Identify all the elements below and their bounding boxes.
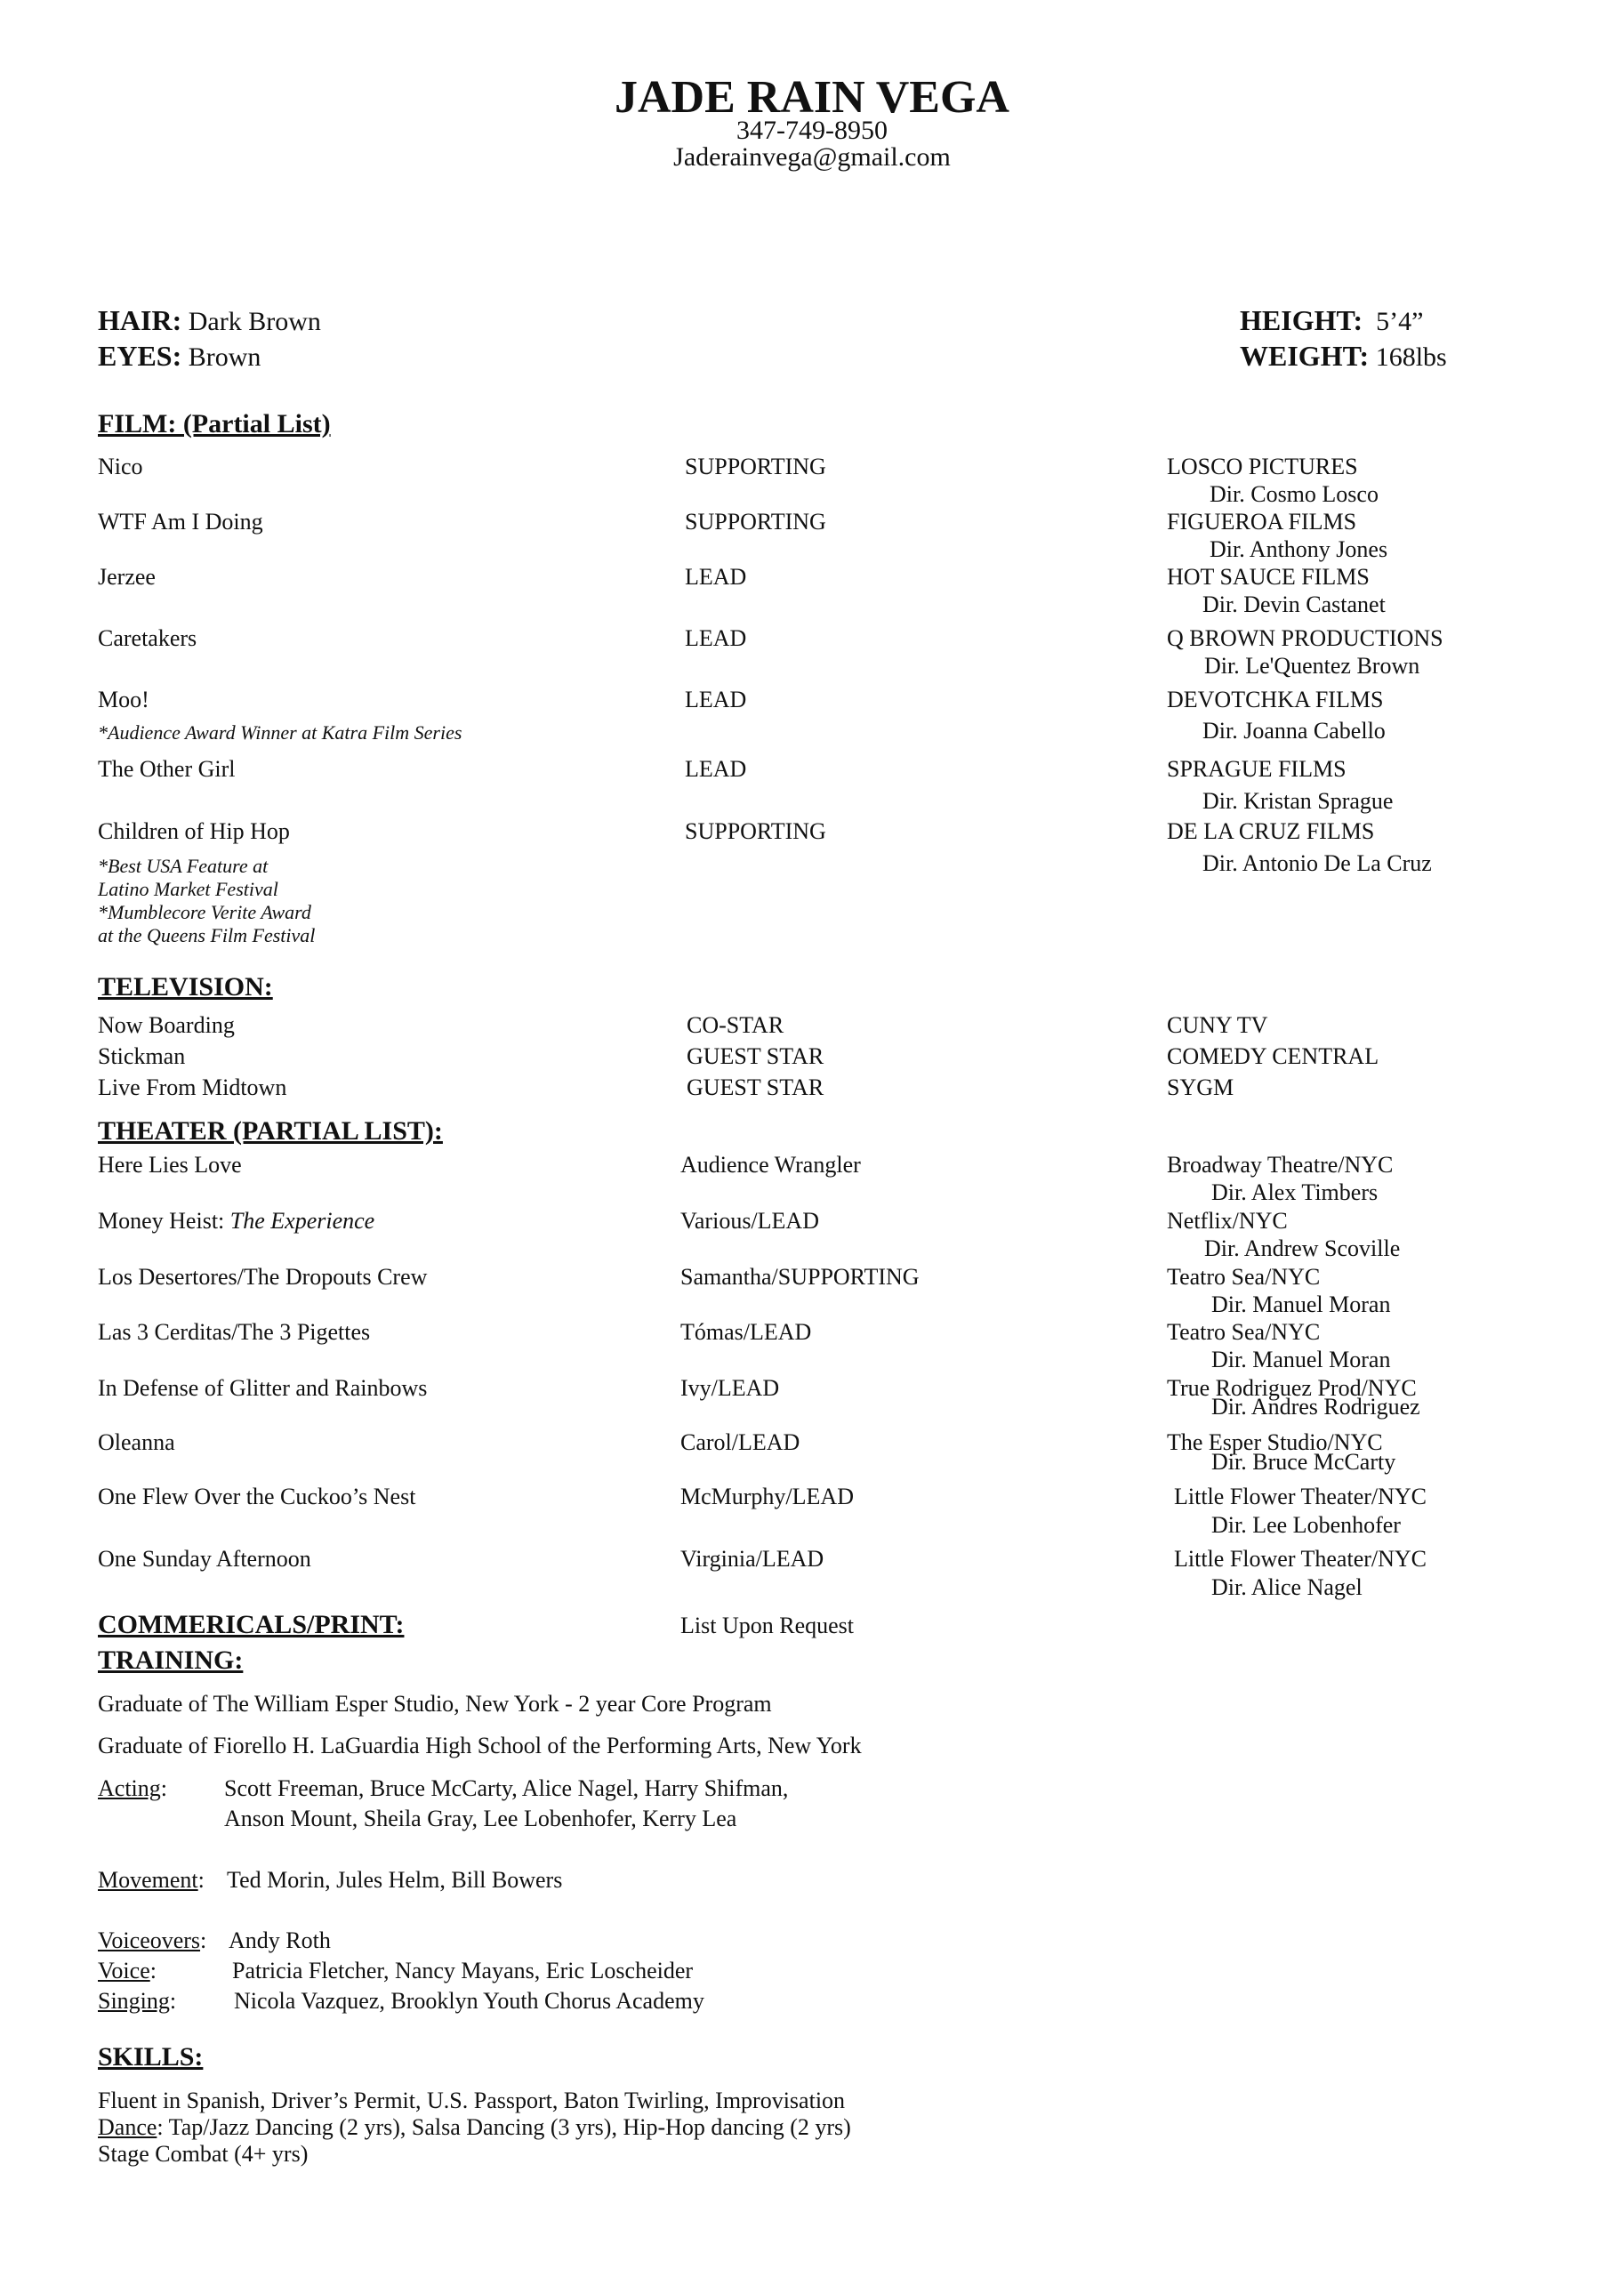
tv-title: Stickman <box>98 1043 186 1069</box>
hair-value: Dark Brown <box>188 307 321 336</box>
theater-title-text: One Flew Over the Cuckoo’s Nest <box>98 1484 416 1509</box>
film-title: Jerzee <box>98 564 156 590</box>
theater-director: Dir. Andrew Scoville <box>1204 1235 1401 1261</box>
singing-teachers: Nicola Vazquez, Brooklyn Youth Chorus Academy <box>234 1988 704 2014</box>
skills-line: Fluent in Spanish, Driver’s Permit, U.S. Passport, Baton Twirling, Improvisation <box>98 2088 846 2113</box>
theater-role: Carol/LEAD <box>680 1429 800 1455</box>
dance-label: Dance <box>98 2114 157 2140</box>
film-heading: FILM: (Partial List) <box>98 409 331 439</box>
theater-title <box>98 1319 370 1346</box>
theater-title <box>98 1264 427 1291</box>
film-director: Dir. Kristan Sprague <box>1202 788 1394 814</box>
film-company: HOT SAUCE FILMS <box>1167 564 1370 590</box>
email-address: Jaderainvega@gmail.com <box>673 142 951 172</box>
acting-teachers: Anson Mount, Sheila Gray, Lee Lobenhofer, Kerry Lea <box>224 1806 737 1831</box>
tv-network: CUNY TV <box>1167 1012 1268 1038</box>
skills-line: Stage Combat (4+ yrs) <box>98 2141 309 2167</box>
dance-text: : Tap/Jazz Dancing (2 yrs), Salsa Dancing (3 yrs), Hip-Hop dancing (2 yrs) <box>157 2114 851 2140</box>
training-line: Graduate of Fiorello H. LaGuardia High School of the Performing Arts, New York <box>98 1733 862 1758</box>
film-title: The Other Girl <box>98 756 236 782</box>
film-award-note: *Best USA Feature at <box>98 855 269 877</box>
eyes-label: EYES: <box>98 340 182 372</box>
film-director: Dir. Devin Castanet <box>1202 591 1386 617</box>
theater-title-text: Here Lies Love <box>98 1152 242 1178</box>
voice-teachers: Patricia Fletcher, Nancy Mayans, Eric Loscheider <box>232 1958 694 1983</box>
theater-title <box>98 1484 415 1510</box>
film-company: DEVOTCHKA FILMS <box>1167 687 1384 712</box>
hair-label: HAIR: <box>98 304 182 336</box>
film-award-note: Latino Market Festival <box>98 878 278 900</box>
training-heading: TRAINING: <box>98 1645 244 1675</box>
theater-title <box>98 1152 242 1179</box>
film-company: DE LA CRUZ FILMS <box>1167 818 1375 844</box>
theater-venue: Broadway Theatre/NYC <box>1167 1152 1394 1178</box>
theater-role: Tómas/LEAD <box>680 1319 812 1345</box>
film-role: LEAD <box>685 756 747 782</box>
resume-name: JADE RAIN VEGA <box>615 72 1009 123</box>
film-role: SUPPORTING <box>685 454 826 479</box>
eyes-stat <box>98 340 261 373</box>
film-role: SUPPORTING <box>685 818 826 844</box>
voiceovers-teachers: Andy Roth <box>229 1927 331 1953</box>
theater-venue: The Esper Studio/NYC <box>1167 1429 1383 1455</box>
theater-heading: THEATER (PARTIAL LIST): <box>98 1116 443 1146</box>
theater-title <box>98 1208 374 1235</box>
film-director: Dir. Anthony Jones <box>1210 536 1388 562</box>
theater-director: Dir. Lee Lobenhofer <box>1211 1512 1401 1538</box>
movement-label: Movement: <box>98 1867 205 1893</box>
hair-stat <box>98 304 321 337</box>
film-role: LEAD <box>685 625 747 651</box>
movement-label-text: Movement <box>98 1867 198 1893</box>
voice-label-text: Voice <box>98 1958 150 1983</box>
film-award-note: *Audience Award Winner at Katra Film Series <box>98 721 462 744</box>
film-company: Q BROWN PRODUCTIONS <box>1167 625 1443 651</box>
tv-role: CO-STAR <box>687 1012 784 1038</box>
tv-network: SYGM <box>1167 1074 1234 1100</box>
theater-director: Dir. Manuel Moran <box>1211 1291 1391 1317</box>
film-director: Dir. Antonio De La Cruz <box>1202 850 1432 876</box>
training-line: Graduate of The William Esper Studio, New York - 2 year Core Program <box>98 1691 772 1717</box>
film-title: Caretakers <box>98 625 197 651</box>
tv-title: Now Boarding <box>98 1012 235 1038</box>
voice-label: Voice: <box>98 1958 157 1983</box>
weight-stat <box>1240 340 1447 373</box>
singing-label: Singing: <box>98 1988 177 2014</box>
film-title: Nico <box>98 454 143 479</box>
film-award-note: at the Queens Film Festival <box>98 924 316 946</box>
theater-venue: Little Flower Theater/NYC <box>1174 1546 1427 1572</box>
eyes-value: Brown <box>188 342 261 372</box>
film-company: SPRAGUE FILMS <box>1167 756 1347 782</box>
voiceovers-label-text: Voiceovers <box>98 1927 201 1953</box>
theater-title-text: Los Desertores/The Dropouts Crew <box>98 1264 428 1290</box>
skills-dance <box>98 2114 851 2141</box>
commercials-heading: COMMERICALS/PRINT: <box>98 1610 405 1639</box>
theater-title <box>98 1546 311 1573</box>
theater-title <box>98 1375 427 1402</box>
theater-venue: Netflix/NYC <box>1167 1208 1288 1234</box>
film-title: Moo! <box>98 687 149 712</box>
tv-title: Live From Midtown <box>98 1074 287 1100</box>
theater-venue: Teatro Sea/NYC <box>1167 1264 1321 1290</box>
theater-director: Dir. Alice Nagel <box>1211 1574 1363 1600</box>
theater-role: Samantha/SUPPORTING <box>680 1264 920 1290</box>
tv-network: COMEDY CENTRAL <box>1167 1043 1379 1069</box>
theater-director: Dir. Bruce McCarty <box>1211 1449 1396 1475</box>
theater-director: Dir. Andres Rodriguez <box>1211 1394 1420 1420</box>
film-director: Dir. Le'Quentez Brown <box>1204 653 1420 679</box>
voiceovers-label: Voiceovers: <box>98 1927 207 1953</box>
film-role: LEAD <box>685 564 747 590</box>
theater-venue: Teatro Sea/NYC <box>1167 1319 1321 1345</box>
acting-teachers: Scott Freeman, Bruce McCarty, Alice Nagel, Harry Shifman, <box>224 1775 789 1801</box>
film-director: Dir. Joanna Cabello <box>1202 718 1386 744</box>
theater-title-text: One Sunday Afternoon <box>98 1546 311 1572</box>
theater-role: McMurphy/LEAD <box>680 1484 854 1509</box>
height-stat <box>1240 304 1423 337</box>
theater-role: Ivy/LEAD <box>680 1375 780 1401</box>
theater-title <box>98 1429 175 1456</box>
acting-label: Acting: <box>98 1775 167 1801</box>
height-label: HEIGHT: <box>1240 304 1363 336</box>
film-title: WTF Am I Doing <box>98 509 263 535</box>
film-company: FIGUEROA FILMS <box>1167 509 1357 535</box>
theater-title-text: Las 3 Cerditas/The 3 Pigettes <box>98 1319 371 1345</box>
weight-label: WEIGHT: <box>1240 340 1370 372</box>
theater-title-text: In Defense of Glitter and Rainbows <box>98 1375 428 1401</box>
theater-title-text: Money Heist: <box>98 1208 230 1234</box>
film-award-note: *Mumblecore Verite Award <box>98 901 311 923</box>
film-title: Children of Hip Hop <box>98 818 290 844</box>
theater-title-text: Oleanna <box>98 1429 175 1455</box>
theater-role: Various/LEAD <box>680 1208 819 1234</box>
commercials-value: List Upon Request <box>680 1613 854 1638</box>
tv-role: GUEST STAR <box>687 1043 824 1069</box>
film-role: LEAD <box>685 687 747 712</box>
theater-venue: True Rodriguez Prod/NYC <box>1167 1375 1417 1401</box>
theater-director: Dir. Manuel Moran <box>1211 1347 1391 1372</box>
film-company: LOSCO PICTURES <box>1167 454 1358 479</box>
theater-director: Dir. Alex Timbers <box>1211 1179 1379 1205</box>
theater-role: Virginia/LEAD <box>680 1546 824 1572</box>
film-role: SUPPORTING <box>685 509 826 535</box>
theater-venue: Little Flower Theater/NYC <box>1174 1484 1427 1509</box>
height-value: 5’4” <box>1376 307 1424 336</box>
film-director: Dir. Cosmo Losco <box>1210 481 1379 507</box>
television-heading: TELEVISION: <box>98 972 273 1002</box>
movement-teachers: Ted Morin, Jules Helm, Bill Bowers <box>227 1867 563 1893</box>
skills-heading: SKILLS: <box>98 2042 204 2072</box>
phone-number: 347-749-8950 <box>736 116 888 145</box>
singing-label-text: Singing <box>98 1988 170 2014</box>
weight-value: 168lbs <box>1375 342 1447 372</box>
acting-label-text: Acting <box>98 1775 161 1801</box>
tv-role: GUEST STAR <box>687 1074 824 1100</box>
theater-title-italic: The Experience <box>229 1208 375 1234</box>
theater-role: Audience Wrangler <box>680 1152 861 1178</box>
